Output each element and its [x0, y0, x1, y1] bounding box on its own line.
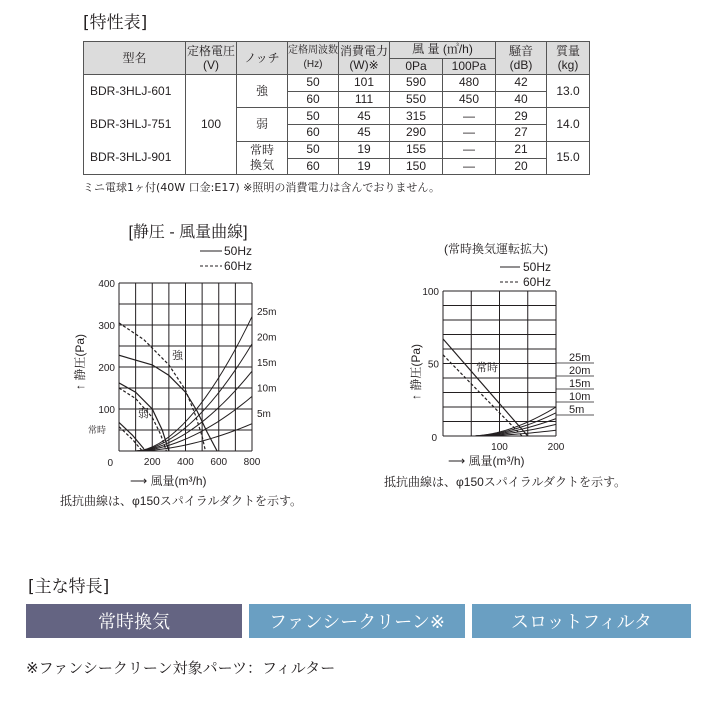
y-tick-label: 50	[427, 359, 439, 371]
model-name: BDR-3HLJ-901	[90, 150, 172, 164]
cell: 450	[443, 91, 496, 108]
charts	[0, 215, 720, 515]
model-names	[84, 75, 186, 175]
cell: 50	[288, 141, 339, 158]
cell: 290	[390, 125, 443, 142]
feature-always-ventilation[interactable]: 常時換気	[26, 604, 242, 638]
resistance-label: 20m	[569, 365, 591, 377]
mass-cell: 15.0	[547, 141, 590, 175]
cell: —	[443, 125, 496, 142]
x-tick-label: 800	[243, 457, 261, 468]
y-axis-label: ↑ 静圧(Pa)	[73, 333, 87, 390]
cell: —	[443, 108, 496, 125]
cell: 315	[390, 108, 443, 125]
chart1-note: 抵抗曲線は、φ150スパイラルダクトを示す。	[60, 494, 303, 508]
col-100pa: 100Pa	[443, 58, 496, 75]
origin-label: 0	[107, 458, 113, 469]
cell: 590	[390, 75, 443, 92]
features-title: [主な特長]	[28, 577, 110, 597]
col-notch: ノッチ	[237, 42, 288, 75]
cell: 60	[288, 158, 339, 175]
resistance-label: 5m	[569, 404, 585, 416]
resistance-label: 15m	[257, 358, 277, 369]
y-tick-label: 100	[422, 287, 439, 298]
cell: 40	[496, 91, 547, 108]
spec-note: ミニ電球1ヶ付(40W 口金:E17) ※照明の消費電力は含んでおりません。	[83, 181, 440, 194]
col-mass: 質量 (kg)	[547, 42, 590, 75]
x-axis-label: ⟶ 風量(m³/h)	[130, 474, 207, 488]
series-line	[119, 422, 144, 448]
y-tick-label: 300	[98, 321, 115, 332]
label-weak: 弱	[138, 408, 149, 420]
model-name: BDR-3HLJ-751	[90, 117, 172, 131]
cell: —	[443, 141, 496, 158]
notch-cell: 強	[237, 75, 288, 108]
cell: 50	[288, 108, 339, 125]
cell: 21	[496, 141, 547, 158]
mass-cell: 13.0	[547, 75, 590, 108]
cell: 45	[339, 125, 390, 142]
col-airflow: 風 量 (㎥/h)	[390, 42, 496, 59]
col-0pa: 0Pa	[390, 58, 443, 75]
legend-60hz: 60Hz	[224, 259, 253, 273]
spec-table	[83, 41, 590, 175]
notch-cell: 弱	[237, 108, 288, 142]
cell: 60	[288, 125, 339, 142]
chart1-title: [静圧 - 風量曲線]	[128, 224, 248, 241]
feature-fancy-clean[interactable]: ファンシークリーン※	[249, 604, 465, 638]
y-axis-label: ↑ 静圧(Pa)	[409, 343, 423, 400]
col-power: 消費電力 (W)※	[339, 42, 390, 75]
chart2-title: (常時換気運転拡大)	[444, 242, 548, 256]
cell: 480	[443, 75, 496, 92]
legend-50hz: 50Hz	[224, 244, 253, 258]
x-tick-label: 200	[143, 457, 161, 468]
col-freq: 定格周波数 (Hz)	[288, 42, 339, 75]
resistance-label: 5m	[257, 409, 271, 420]
resistance-label: 10m	[569, 391, 591, 403]
origin-label: 0	[431, 433, 437, 444]
legend-50hz: 50Hz	[523, 260, 552, 274]
cell: 60	[288, 91, 339, 108]
resistance-label: 15m	[569, 378, 591, 390]
legend-60hz: 60Hz	[523, 275, 552, 289]
cell: 50	[288, 75, 339, 92]
col-noise: 騒音 (dB)	[496, 42, 547, 75]
resistance-label: 10m	[257, 383, 277, 395]
x-tick-label: 400	[177, 457, 194, 468]
voltage-cell: 100	[186, 75, 237, 175]
label-strong: 強	[172, 350, 183, 362]
cell: —	[443, 158, 496, 175]
cell: 155	[390, 141, 443, 158]
chart2-note: 抵抗曲線は、φ150スパイラルダクトを示す。	[384, 475, 627, 489]
y-tick-label: 400	[98, 279, 115, 290]
label-always: 常時	[476, 362, 498, 374]
col-model: 型名	[84, 42, 186, 75]
x-tick-label: 100	[491, 442, 508, 453]
cell: 27	[496, 125, 547, 142]
x-tick-label: 600	[210, 457, 228, 468]
cell: 29	[496, 108, 547, 125]
features-note: ※ファンシークリーン対象パーツ：フィルター	[26, 659, 336, 677]
resistance-label: 25m	[569, 352, 591, 364]
model-name: BDR-3HLJ-601	[90, 84, 172, 98]
cell: 45	[339, 108, 390, 125]
cell: 19	[339, 158, 390, 175]
resistance-label: 20m	[257, 332, 277, 344]
x-tick-label: 200	[547, 442, 565, 453]
cell: 111	[339, 91, 390, 108]
feature-slot-filter[interactable]: スロットフィルタ	[472, 604, 691, 638]
mass-cell: 14.0	[547, 108, 590, 142]
cell: 101	[339, 75, 390, 92]
label-always: 常時	[88, 425, 107, 435]
notch-cell: 常時 換気	[237, 141, 288, 175]
cell: 550	[390, 91, 443, 108]
table-row	[84, 75, 590, 92]
col-voltage: 定格電圧 (V)	[186, 42, 237, 75]
x-axis-label: ⟶ 風量(m³/h)	[448, 454, 525, 468]
cell: 42	[496, 75, 547, 92]
cell: 20	[496, 158, 547, 175]
cell: 150	[390, 158, 443, 175]
y-tick-label: 100	[98, 405, 115, 416]
resistance-label: 25m	[257, 307, 277, 318]
spec-section	[83, 41, 590, 195]
cell: 19	[339, 141, 390, 158]
y-tick-label: 200	[98, 363, 115, 374]
spec-title: [特性表]	[83, 13, 148, 33]
